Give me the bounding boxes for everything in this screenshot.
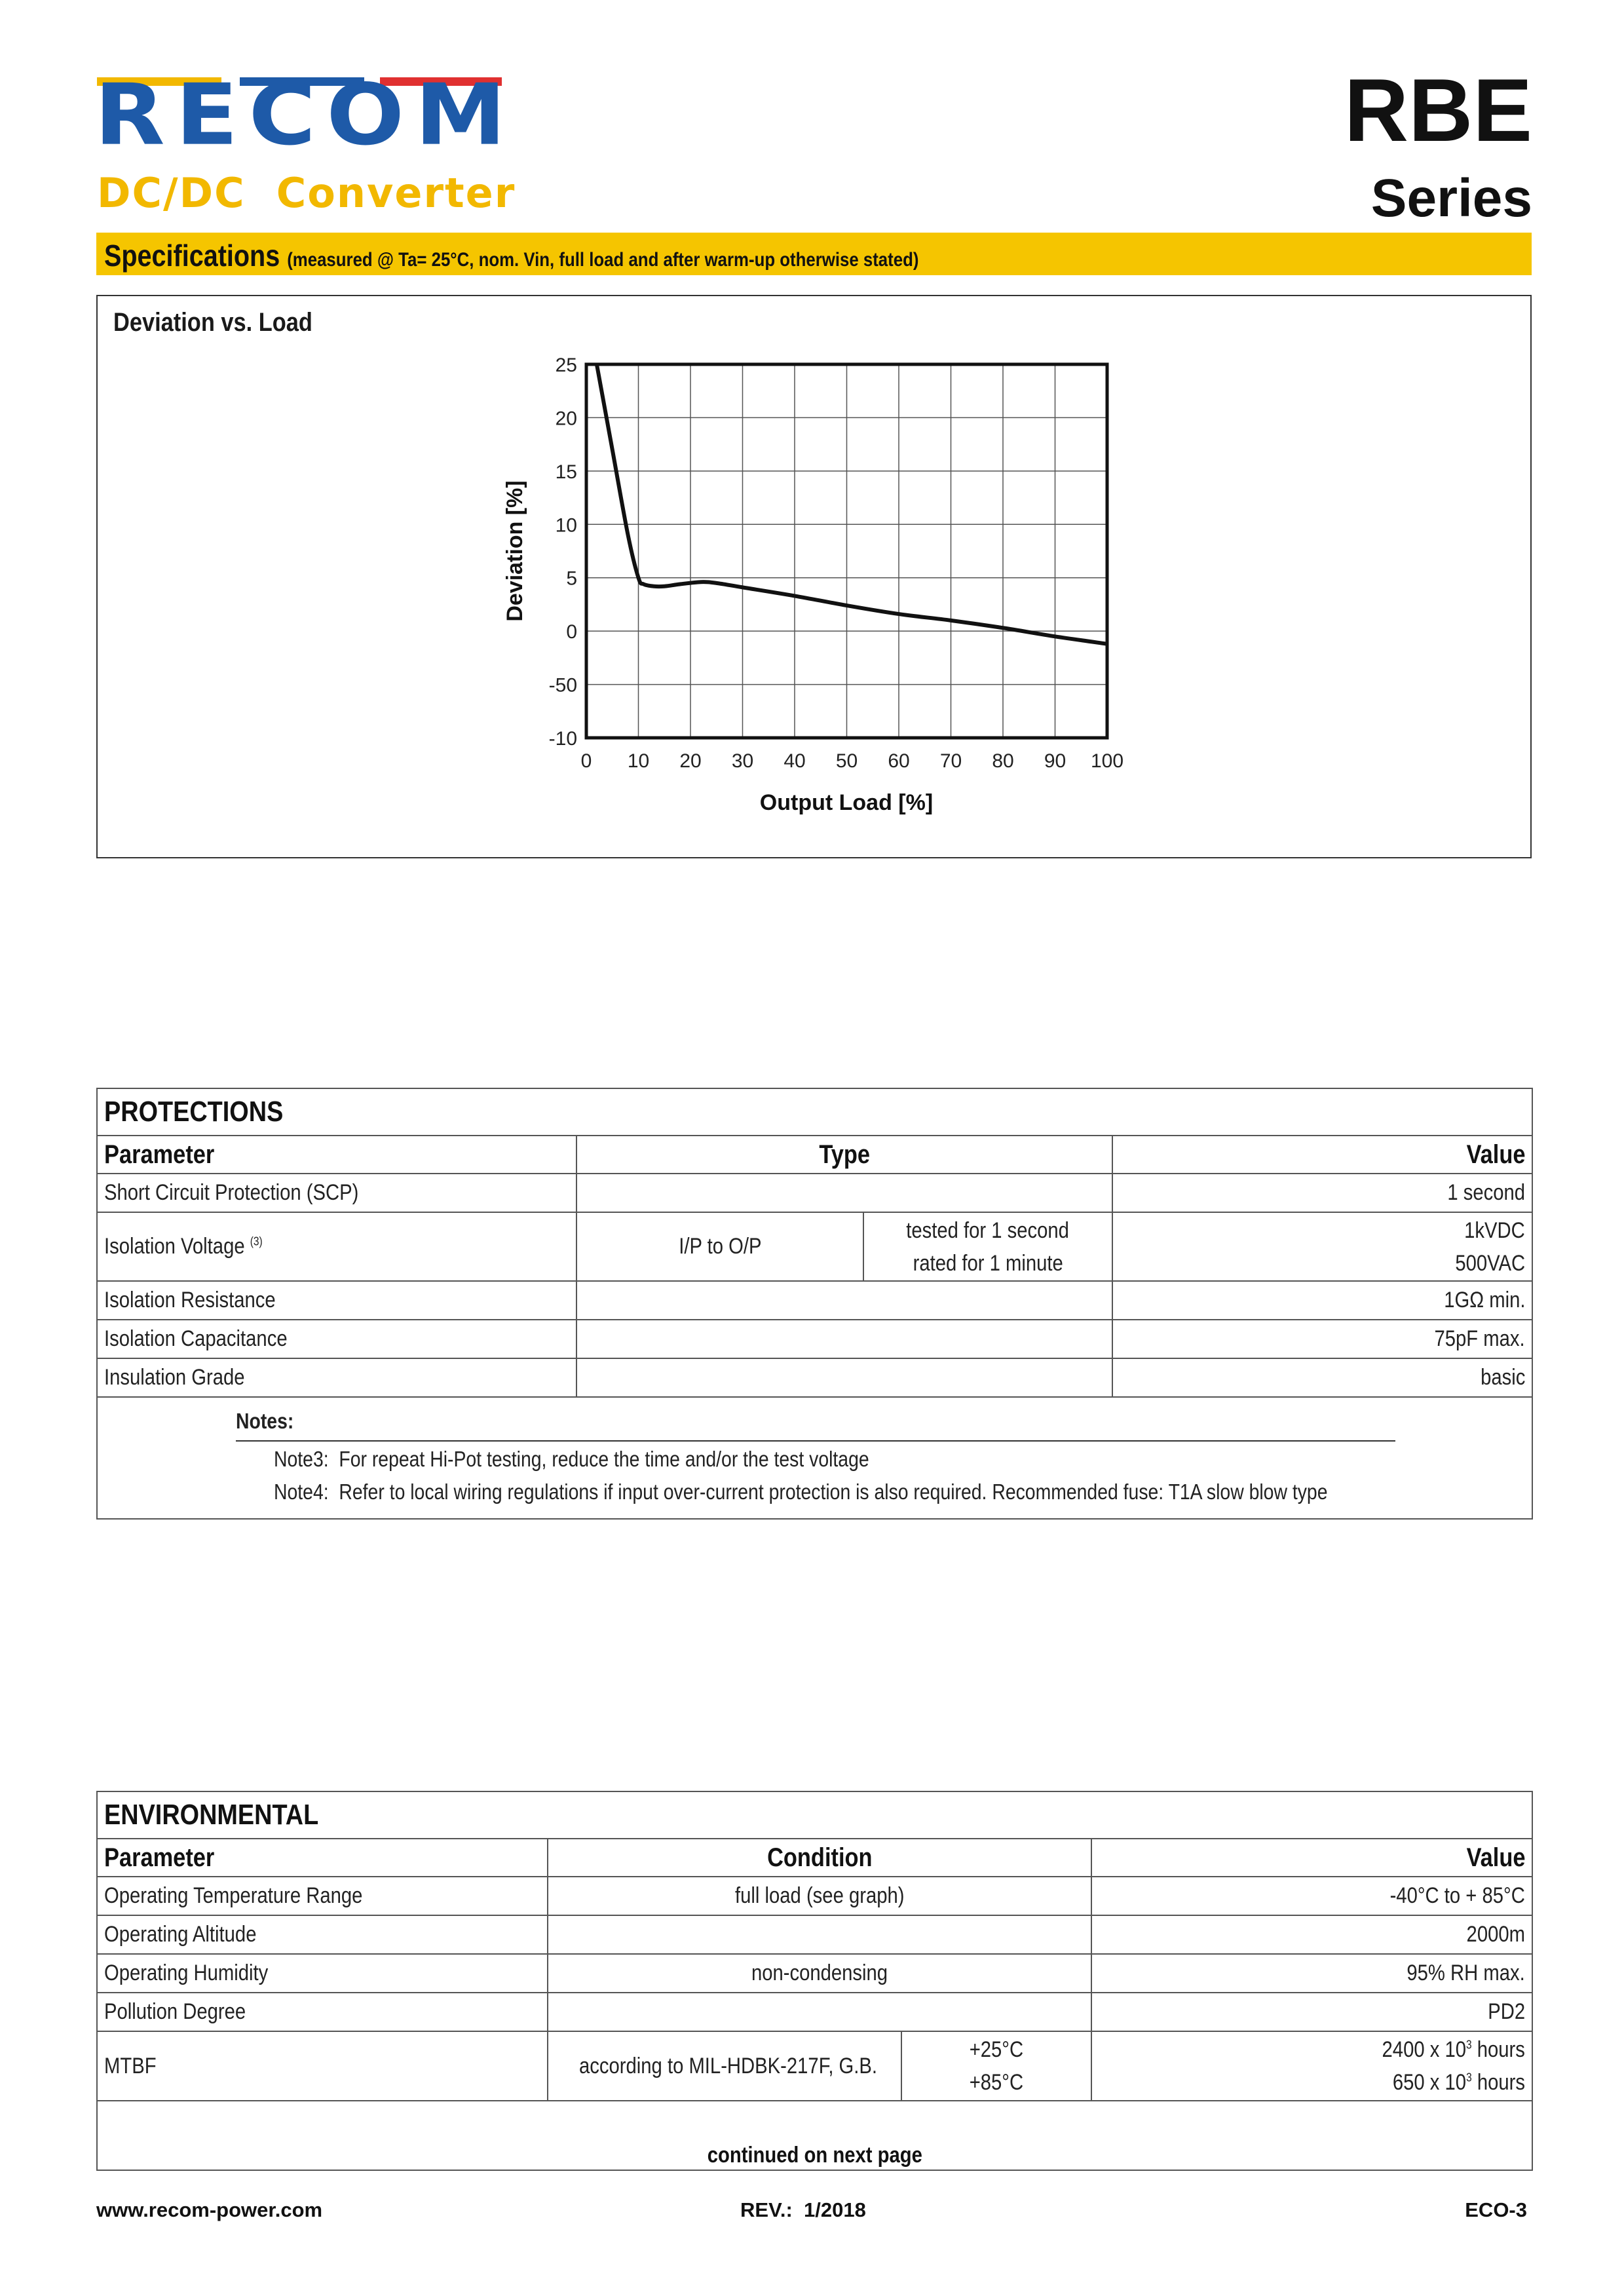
x-tick-label: 10 bbox=[627, 750, 650, 772]
humidity-parameter: Operating Humidity bbox=[104, 1961, 269, 1985]
table-row bbox=[97, 1915, 1532, 1954]
isolation-cond-tested: tested for 1 second bbox=[906, 1217, 1070, 1243]
scp-parameter: Short Circuit Protection (SCP) bbox=[104, 1180, 359, 1205]
product-series: Series bbox=[1370, 168, 1532, 228]
x-tick-label: 100 bbox=[1090, 750, 1124, 772]
header-parameter: Parameter bbox=[104, 1843, 215, 1872]
specifications-heading bbox=[104, 238, 918, 273]
humidity-value: 95% RH max. bbox=[1407, 1961, 1526, 1985]
isolation-capacitance-parameter: Isolation Capacitance bbox=[104, 1326, 288, 1351]
logo-subtitle: DC/DC Converter bbox=[97, 169, 516, 217]
x-tick-labels bbox=[581, 750, 1124, 772]
note-ref: (3) bbox=[250, 1234, 263, 1248]
x-tick-label: 60 bbox=[888, 750, 910, 772]
table-row bbox=[97, 1877, 1532, 1915]
footer-revision: REV.: 1/2018 bbox=[740, 2198, 866, 2221]
isolation-voltage-type: I/P to O/P bbox=[678, 1234, 762, 1259]
table-row bbox=[97, 1281, 1532, 1320]
product-name: RBE bbox=[1344, 60, 1532, 160]
chart-grid bbox=[586, 364, 1107, 738]
isolation-capacitance-value: 75pF max. bbox=[1434, 1326, 1526, 1351]
x-tick-label: 0 bbox=[580, 750, 592, 772]
y-tick-label: 10 bbox=[555, 514, 577, 537]
x-tick-label: 40 bbox=[784, 750, 806, 772]
y-tick-label: 0 bbox=[566, 621, 577, 643]
x-tick-label: 50 bbox=[835, 750, 858, 772]
x-tick-label: 80 bbox=[992, 750, 1014, 772]
pollution-parameter: Pollution Degree bbox=[104, 1999, 246, 2024]
chart-title: Deviation vs. Load bbox=[113, 308, 312, 337]
isolation-cond-rated: rated for 1 minute bbox=[913, 1250, 1063, 1276]
x-tick-label: 20 bbox=[679, 750, 702, 772]
y-tick-labels bbox=[549, 354, 577, 750]
isolation-resistance-parameter: Isolation Resistance bbox=[104, 1288, 276, 1312]
header-parameter: Parameter bbox=[104, 1139, 215, 1169]
table-header-row bbox=[97, 1839, 1532, 1877]
altitude-parameter: Operating Altitude bbox=[104, 1922, 257, 1947]
environmental-table bbox=[96, 1791, 1533, 2171]
deviation-series-line bbox=[597, 364, 1107, 644]
header-condition: Condition bbox=[766, 1843, 873, 1872]
notes-heading: Notes: bbox=[236, 1409, 1395, 1442]
mtbf-value-25: 2400 x $10^3$ hours bbox=[1382, 2037, 1526, 2062]
x-tick-label: 90 bbox=[1044, 750, 1067, 772]
insulation-grade-value: basic bbox=[1480, 1365, 1526, 1390]
table-row bbox=[97, 1358, 1532, 1397]
table-row bbox=[97, 1212, 1532, 1281]
header-type: Type bbox=[819, 1139, 870, 1169]
specifications-subtitle: (measured @ Ta= 25°C, nom. Vin, full load and after warm-up otherwise stated) bbox=[287, 249, 919, 271]
y-tick-label: 25 bbox=[555, 354, 577, 376]
table-row bbox=[97, 2031, 1532, 2101]
header-value: Value bbox=[1466, 1843, 1526, 1872]
y-tick-label: -10 bbox=[548, 728, 577, 750]
y-tick-label: 15 bbox=[555, 461, 577, 483]
protections-notes bbox=[236, 1409, 1395, 1508]
continued-row bbox=[97, 2101, 1532, 2170]
header-value: Value bbox=[1466, 1139, 1526, 1169]
humidity-condition: non-condensing bbox=[751, 1961, 888, 1985]
scp-value: 1 second bbox=[1447, 1180, 1526, 1205]
table-row bbox=[97, 1174, 1532, 1212]
isolation-voltage-parameter: Isolation Voltage $^{(3)}$ bbox=[104, 1234, 263, 1259]
protections-title-row bbox=[97, 1088, 1532, 1136]
op-temp-condition: full load (see graph) bbox=[734, 1883, 905, 1908]
protections-title: PROTECTIONS bbox=[104, 1096, 284, 1128]
environmental-title-row bbox=[97, 1791, 1532, 1839]
footer-website: www.recom-power.com bbox=[96, 2198, 323, 2221]
table-row bbox=[97, 1320, 1532, 1358]
pollution-value: PD2 bbox=[1488, 1999, 1526, 2024]
x-tick-label: 70 bbox=[939, 750, 962, 772]
mtbf-temp-85: +85°C bbox=[969, 2070, 1024, 2095]
y-tick-label: 20 bbox=[555, 408, 577, 430]
mtbf-value-85: 650 x $10^3$ hours bbox=[1392, 2070, 1526, 2095]
mtbf-condition: according to MIL-HDBK-217F, G.B. bbox=[579, 2053, 878, 2078]
note-4: Note4: Refer to local wiring regulations if input over-current protection is also required. Recommended fuse: T1A slow blow type bbox=[274, 1480, 1328, 1504]
table-row bbox=[97, 1993, 1532, 2031]
op-temp-value: -40°C to + 85°C bbox=[1389, 1883, 1526, 1908]
specifications-bar bbox=[96, 233, 1532, 275]
insulation-grade-parameter: Insulation Grade bbox=[104, 1365, 245, 1390]
recom-logo: RECOM bbox=[94, 66, 517, 164]
environmental-title: ENVIRONMENTAL bbox=[104, 1799, 319, 1831]
x-tick-label: 30 bbox=[731, 750, 754, 772]
op-temp-parameter: Operating Temperature Range bbox=[104, 1883, 363, 1908]
footer-page: ECO-3 bbox=[1465, 2198, 1527, 2221]
continued-note: continued on next page bbox=[707, 2143, 922, 2168]
x-axis-label: Output Load [%] bbox=[759, 790, 934, 815]
y-axis-label: Deviation [%] bbox=[502, 480, 527, 622]
specifications-title: Specifications bbox=[104, 239, 280, 273]
deviation-chart bbox=[98, 296, 1530, 857]
y-tick-label: 5 bbox=[566, 567, 577, 590]
deviation-chart-box bbox=[96, 295, 1532, 858]
isolation-value-dc: 1kVDC bbox=[1464, 1217, 1526, 1243]
table-row bbox=[97, 1954, 1532, 1993]
table-header-row bbox=[97, 1136, 1532, 1174]
mtbf-temp-25: +25°C bbox=[969, 2037, 1024, 2062]
mtbf-parameter: MTBF bbox=[104, 2053, 157, 2078]
y-tick-label: -50 bbox=[548, 674, 577, 697]
note-3: Note3: For repeat Hi-Pot testing, reduce the time and/or the test voltage bbox=[274, 1447, 869, 1471]
isolation-resistance-value: 1GΩ min. bbox=[1443, 1288, 1526, 1312]
isolation-value-ac: 500VAC bbox=[1455, 1250, 1526, 1276]
altitude-value: 2000m bbox=[1466, 1922, 1526, 1947]
